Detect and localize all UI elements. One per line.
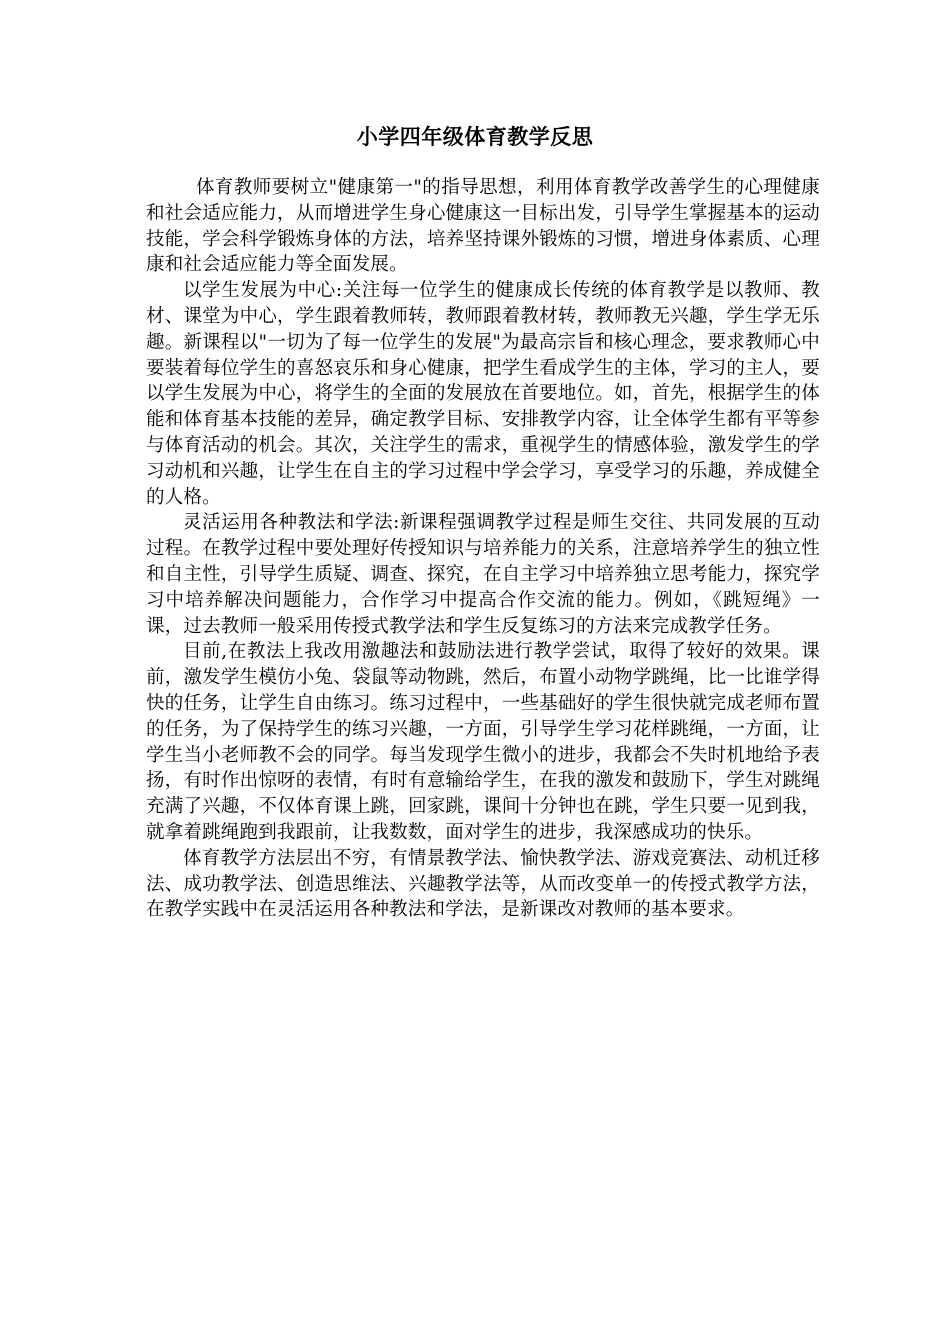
document-title: 小学四年级体育教学反思 [356, 124, 594, 149]
paragraph-teaching-methods: 灵活运用各种教法和学法:新课程强调教学过程是师生交往、共同发展的互动过程。在教学过程中要处理好传授知识与培养能力的关系，注意培养学生的独立性和自主性，引导学生质疑、调查、探究，在自主学习中培养独立思考能力，探究学习中培养解决问题能力，合作学习中提高合作交流的能力。例如，《跳短绳》一课，过去教师一般采用传授式教学法和学生反复练习的方法来完成教学任务。 [146, 512, 820, 637]
paragraph-current-practice: 目前,在教法上我改用激趣法和鼓励法进行教学尝试，取得了较好的效果。课前，激发学生模仿小兔、袋鼠等动物跳，然后，布置小动物学跳绳，比一比谁学得快的任务，让学生自由练习。练习过程中，一些基础好的学生很快就完成老师布置的任务，为了保持学生的练习兴趣，一方面，引导学生学习花样跳绳，一方面，让学生当小老师教不会的同学。每当发现学生微小的进步，我都会不失时机地给予表扬，有时作出惊呀的表情，有时有意输给学生，在我的激发和鼓励下，学生对跳绳充满了兴趣，不仅体育课上跳，回家跳，课间十分钟也在跳，学生只要一见到我，就拿着跳绳跑到我跟前，让我数数，面对学生的进步，我深感成功的快乐。 [146, 641, 820, 843]
document-body [146, 175, 820, 923]
paragraph-student-centered: 以学生发展为中心:关注每一位学生的健康成长传统的体育教学是以教师、教材、课堂为中心，学生跟着教师转，教师跟着教材转，教师教无兴趣，学生学无乐趣。新课程以"一切为了每一位学生的发展"为最高宗旨和核心理念，要求教师心中要装着每位学生的喜怒哀乐和身心健康，把学生看成学生的主体，学习的主人，要以学生发展为中心，将学生的全面的发展放在首要地位。如，首先，根据学生的体能和体育基本技能的差异，确定教学目标、安排教学内容，让全体学生都有平等参与体育活动的机会。其次，关注学生的需求，重视学生的情感体验，激发学生的学习动机和兴趣，让学生在自主的学习过程中学会学习，享受学习的乐趣，养成健全的人格。 [146, 280, 820, 508]
paragraph-conclusion: 体育教学方法层出不穷，有情景教学法、愉快教学法、游戏竞赛法、动机迁移法、成功教学法、创造思维法、兴趣教学法等，从而改变单一的传授式教学方法，在教学实践中在灵活运用各种教法和学法，是新课改对教师的基本要求。 [146, 847, 820, 921]
paragraph-intro: 体育教师要树立"健康第一"的指导思想，利用体育教学改善学生的心理健康和社会适应能力，从而增进学生身心健康这一目标出发，引导学生掌握基本的运动技能，学会科学锻炼身体的方法，培养坚持课外锻炼的习惯，增进身体素质、心理康和社会适应能力等全面发展。 [146, 177, 820, 276]
